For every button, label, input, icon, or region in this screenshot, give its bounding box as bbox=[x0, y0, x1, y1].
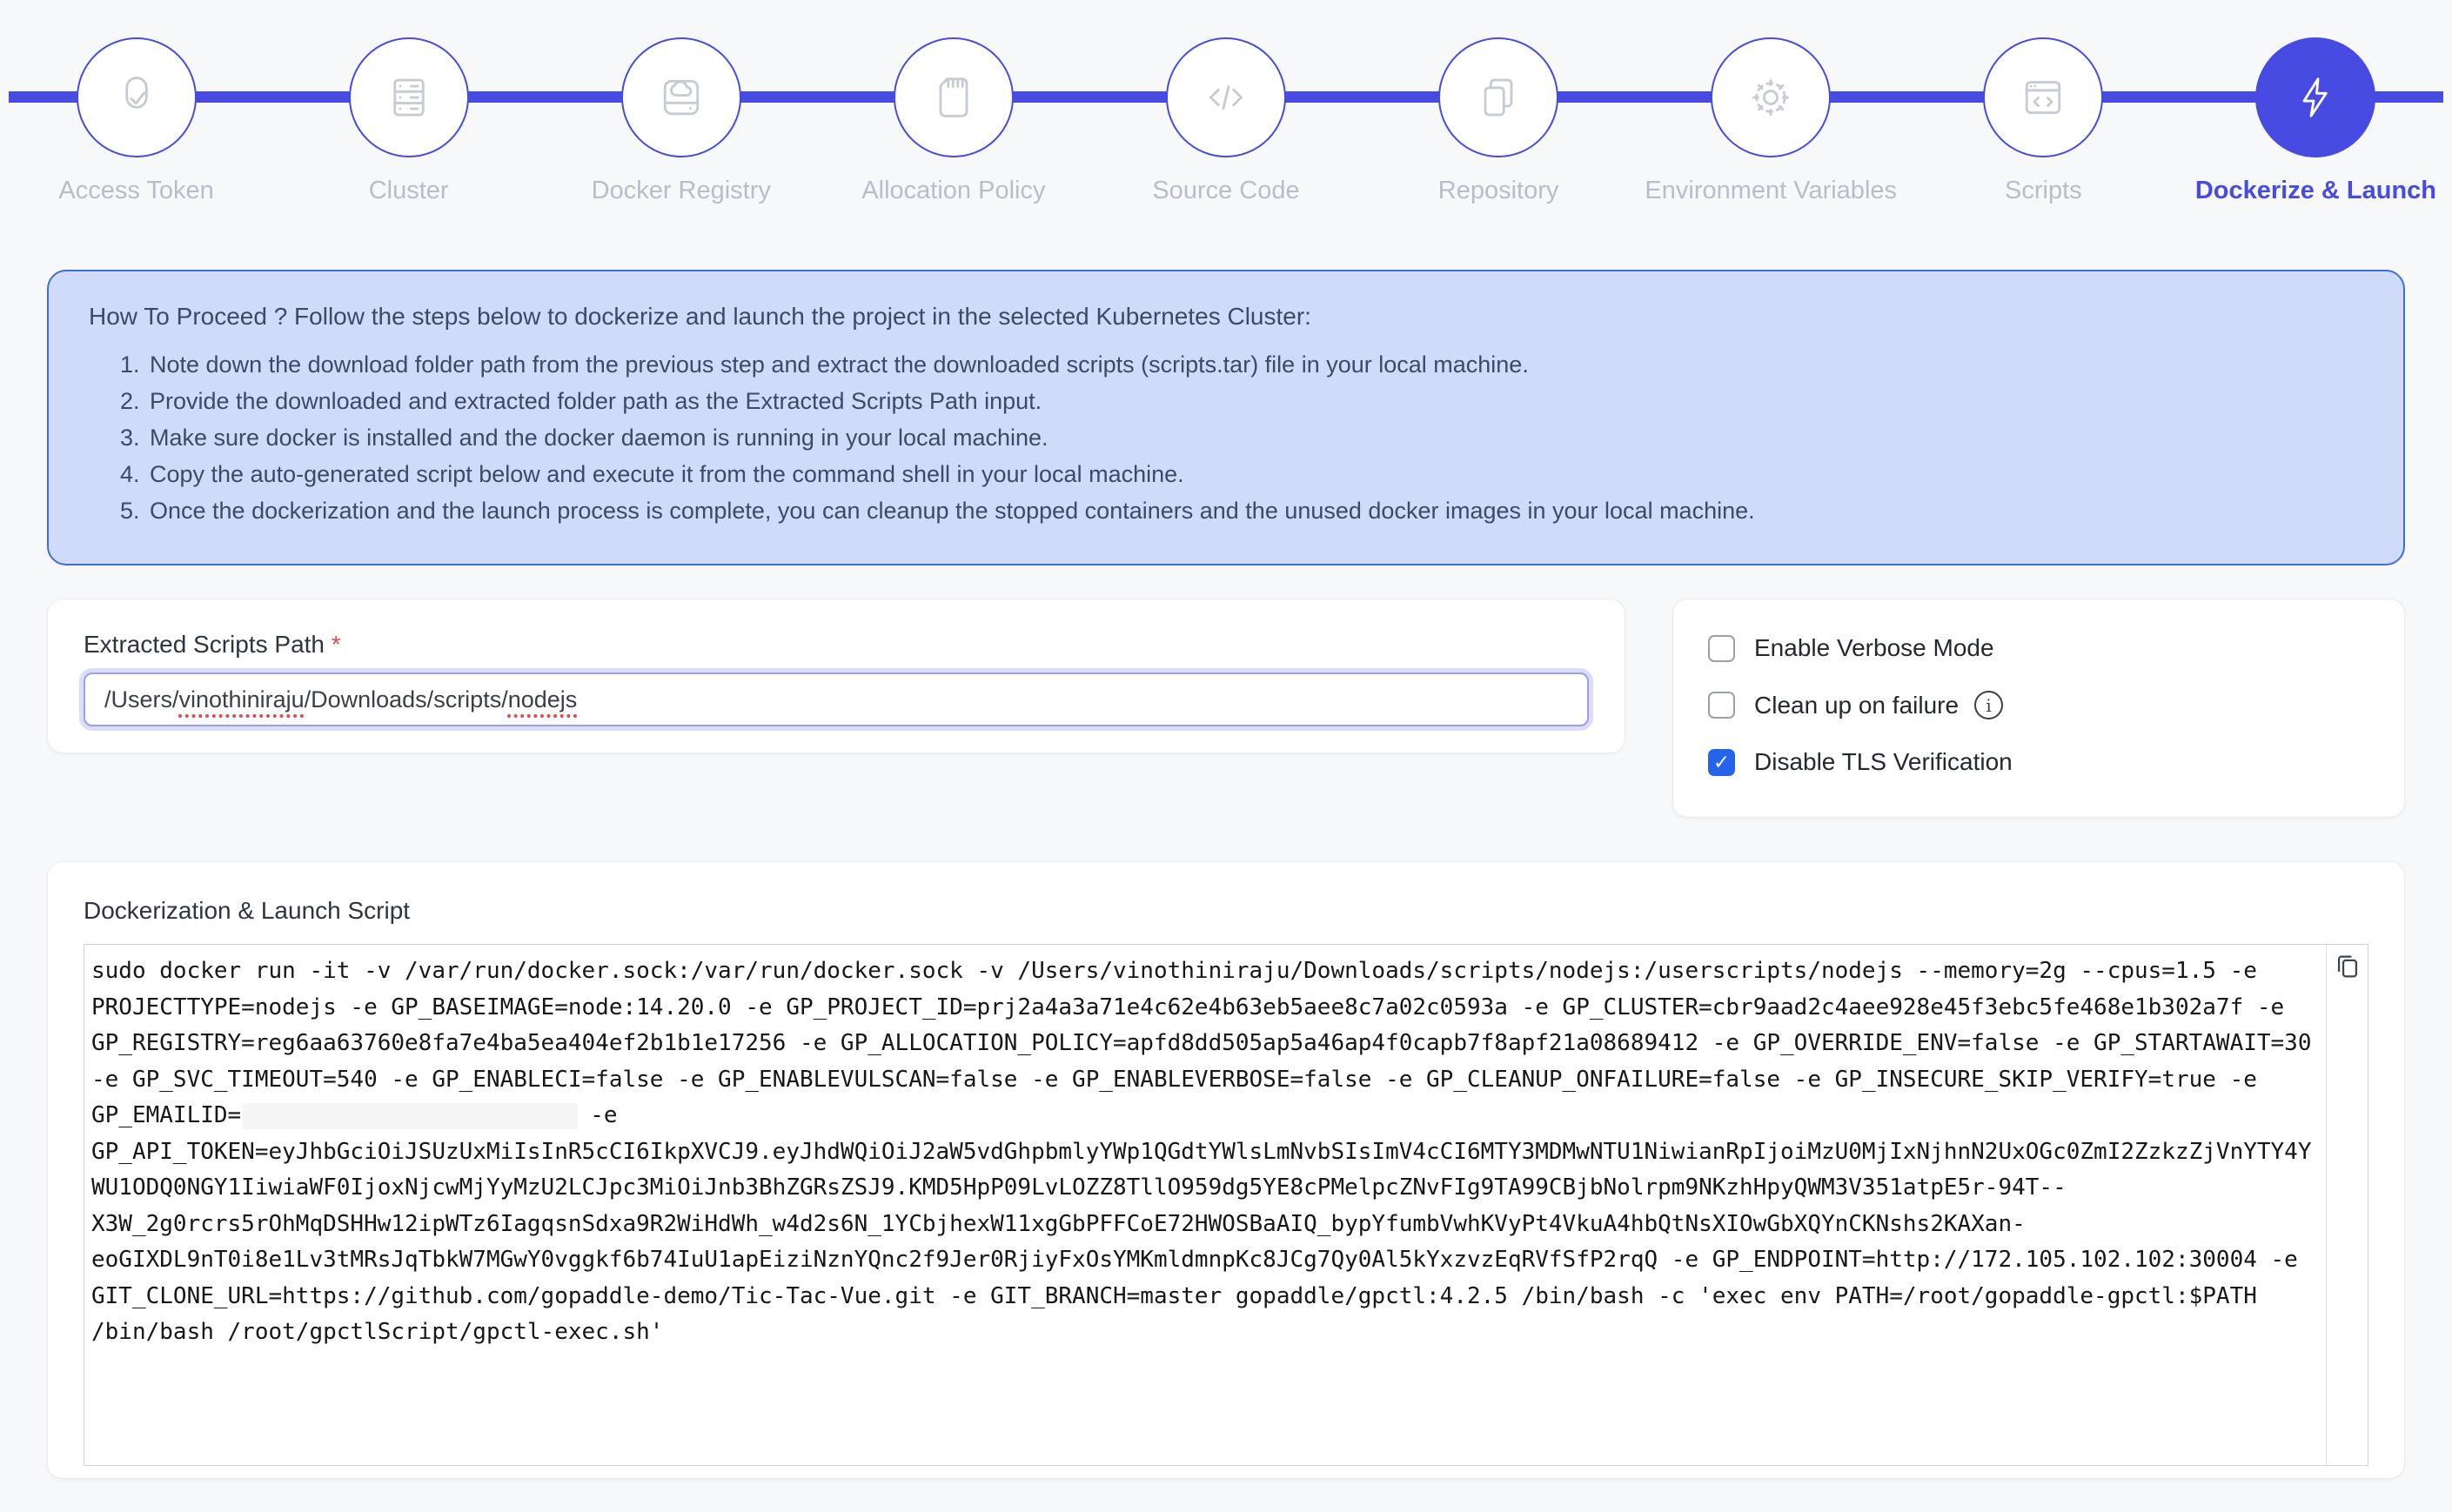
how-to-step: 3. Make sure docker is installed and the docker daemon is running in your local machine. bbox=[146, 425, 2363, 452]
allocation-policy-icon bbox=[894, 37, 1014, 157]
code-line: -e GP_SVC_TIMEOUT=540 -e GP_ENABLECI=false -e GP_ENABLEVULSCAN=false -e GP_ENABLEVERBOSE=false -e GP_CLEANUP_ONFAILURE=false -e GP_INSECURE_SKIP_VERIFY=true -e bbox=[91, 1066, 2257, 1093]
path-text: /Downloads/scripts/ bbox=[304, 686, 508, 713]
checkbox-row-clean-up-on-failure[interactable] bbox=[1708, 691, 2369, 719]
copy-icon bbox=[2333, 971, 2362, 984]
redacted-email-value bbox=[243, 1103, 578, 1129]
code-line: GP_REGISTRY=reg6aa63760e8fa7e4ba5ea404ef2b1b1e17256 -e GP_ALLOCATION_POLICY=apfd8dd505ap5a46ap4f0capb7f8apf21a08689412 -e GP_OVERRIDE_ENV=false -e GP_STARTAWAIT=30 bbox=[91, 1030, 2312, 1056]
docker-registry-icon bbox=[621, 37, 741, 157]
code-line: eoGIXDL9nT0i8e1Lv3tMRsJqTbkW7MGwY0vggkf6b74IuU1apEiziNznYQnc2f9Jer0RjiyFxOsYMKmldmnpKc8JCg7Qy0Al5kYxzvzEqRVfSfP2rqQ -e GP_ENDPOINT=http://172.105.102.102:30004 -e bbox=[91, 1247, 2298, 1273]
cluster-icon bbox=[349, 37, 469, 157]
step-label: Docker Registry bbox=[591, 177, 771, 204]
script-code-text bbox=[84, 945, 2326, 1465]
stepper-step-docker-registry[interactable] bbox=[545, 0, 817, 205]
source-code-icon bbox=[1166, 37, 1286, 157]
step-label: Dockerize & Launch bbox=[2194, 177, 2437, 204]
environment-variables-icon bbox=[1711, 37, 1831, 157]
script-section-title: Dockerization & Launch Script bbox=[84, 897, 411, 924]
code-line: /bin/bash /root/gpctlScript/gpctl-exec.sh' bbox=[91, 1319, 664, 1345]
code-line: PROJECTTYPE=nodejs -e GP_BASEIMAGE=node:14.20.0 -e GP_PROJECT_ID=prj2a4a3a71e4c62e4b63eb5aee8c7a02c0593a -e GP_CLUSTER=cbr9aad2c4aee928e45f3ebc5fe468e1b302a7f -e bbox=[91, 994, 2285, 1020]
extracted-scripts-path-label bbox=[84, 631, 1589, 659]
checkbox-disable-tls-verification[interactable]: ✓ bbox=[1708, 749, 1735, 776]
stepper-step-environment-variables[interactable] bbox=[1635, 0, 1907, 205]
how-to-step: 5. Once the dockerization and the launch process is complete, you can cleanup the stopped containers and the unused docker images in your local machine. bbox=[146, 498, 2363, 525]
step-label: Scripts bbox=[2005, 177, 2082, 204]
checkbox-label: Disable TLS Verification bbox=[1754, 748, 2013, 775]
wizard-stepper bbox=[0, 0, 2452, 244]
extracted-scripts-path-input[interactable] bbox=[84, 672, 1589, 726]
step-label: Repository bbox=[1437, 177, 1559, 204]
step-label: Access Token bbox=[58, 177, 214, 204]
step-label: Environment Variables bbox=[1645, 177, 1898, 204]
step-label: Allocation Policy bbox=[861, 177, 1046, 204]
stepper-step-scripts[interactable] bbox=[1907, 0, 2180, 205]
checkbox-clean-up-on-failure[interactable] bbox=[1708, 692, 1735, 719]
path-text: /Users/ bbox=[104, 686, 179, 713]
script-card bbox=[47, 861, 2405, 1479]
options-card bbox=[1672, 599, 2405, 818]
how-to-proceed-panel bbox=[47, 270, 2405, 565]
code-line: WU1ODQ0NGY1IiwiaWF0IjoxNjcwMjYyMzU2LCJpc3MiOiJnb3BhZGRsZSJ9.KMD5HpP09LvLOZZ8TllO959dg5YE8cPMelpcZNvFIg9TA99CBjbNolrpm9NKzhHpyQWM3V351atpE5r-94T-- bbox=[91, 1174, 2067, 1201]
code-line: GIT_CLONE_URL=https://github.com/gopaddle-demo/Tic-Tac-Vue.git -e GIT_BRANCH=master gopaddle/gpctl:4.2.5 /bin/bash -c 'exec env PATH=/root/gopaddle-gpctl:$PATH bbox=[91, 1282, 2257, 1309]
code-line: GP_EMAILID= -e bbox=[91, 1102, 618, 1128]
stepper-step-access-token[interactable] bbox=[0, 0, 272, 205]
copy-script-button[interactable] bbox=[2333, 952, 2362, 984]
code-line: sudo docker run -it -v /var/run/docker.sock:/var/run/docker.sock -v /Users/vinothiniraju/Downloads/scripts/nodejs:/userscripts/nodejs --memory=2g --cpus=1.5 -e bbox=[91, 958, 2257, 984]
misspelled-word: nodejs bbox=[507, 686, 578, 713]
code-line: GP_API_TOKEN=eyJhbGciOiJSUzUxMiIsInR5cCI6IkpXVCJ9.eyJhdWQiOiJ2aW5vdGhpbmlyYWp1QGdtYWlsLmNvbSIsImV4cCI6MTY3MDMwNTU1NiwianRpIjoiMzU0MjIxNjhnN2UxOGc0ZmI2ZzkzZjVnYTY4Y bbox=[91, 1138, 2312, 1165]
checkbox-label: Clean up on failure bbox=[1754, 691, 1960, 719]
how-to-steps-list bbox=[89, 351, 2363, 525]
stepper-step-source-code[interactable] bbox=[1089, 0, 1362, 205]
checkbox-label: Enable Verbose Mode bbox=[1754, 634, 1994, 661]
how-to-step: 2. Provide the downloaded and extracted folder path as the Extracted Scripts Path input. bbox=[146, 388, 2363, 415]
checkbox-row-disable-tls-verification[interactable] bbox=[1708, 748, 2369, 776]
how-to-step: 1. Note down the download folder path from the previous step and extract the downloaded scripts (scripts.tar) file in your local machine. bbox=[146, 351, 2363, 378]
field-label-text: Extracted Scripts Path bbox=[84, 631, 325, 658]
lightning-icon bbox=[2255, 37, 2375, 157]
repository-icon bbox=[1438, 37, 1558, 157]
access-token-icon bbox=[77, 37, 197, 157]
scripts-icon bbox=[1983, 37, 2103, 157]
how-to-title: How To Proceed ? Follow the steps below to dockerize and launch the project in the selected Kubernetes Cluster: bbox=[89, 303, 1311, 330]
required-asterisk: * bbox=[331, 631, 341, 658]
code-gutter bbox=[2326, 945, 2368, 1465]
info-icon[interactable]: i bbox=[1974, 691, 2003, 719]
step-label: Cluster bbox=[368, 177, 449, 204]
stepper-step-dockerize-launch[interactable] bbox=[2180, 0, 2452, 205]
stepper-step-cluster[interactable] bbox=[272, 0, 545, 205]
checkbox-enable-verbose-mode[interactable] bbox=[1708, 635, 1735, 662]
stepper-step-repository[interactable] bbox=[1363, 0, 1635, 205]
misspelled-word: vinothiniraju bbox=[178, 686, 305, 713]
extracted-scripts-path-card bbox=[47, 599, 1625, 753]
how-to-step: 4. Copy the auto-generated script below and execute it from the command shell in your local machine. bbox=[146, 461, 2363, 488]
step-label: Source Code bbox=[1152, 177, 1300, 204]
stepper-step-allocation-policy[interactable] bbox=[817, 0, 1089, 205]
code-line: X3W_2g0rcrs5rOhMqDSHHw12ipWTz6IagqsnSdxa9R2WiHdWh_w4d2s6N_1YCbjhexW11xgGbPFFCoE72HWOSBaAIQ_bypYfumbVwhKVyPt4VkuA4hbQtNsXIOwGbXQYnCKNshs2KAXan- bbox=[91, 1210, 2026, 1237]
checkbox-row-enable-verbose-mode[interactable] bbox=[1708, 634, 2369, 662]
stepper-steps bbox=[0, 0, 2452, 205]
script-code-box bbox=[84, 944, 2368, 1466]
